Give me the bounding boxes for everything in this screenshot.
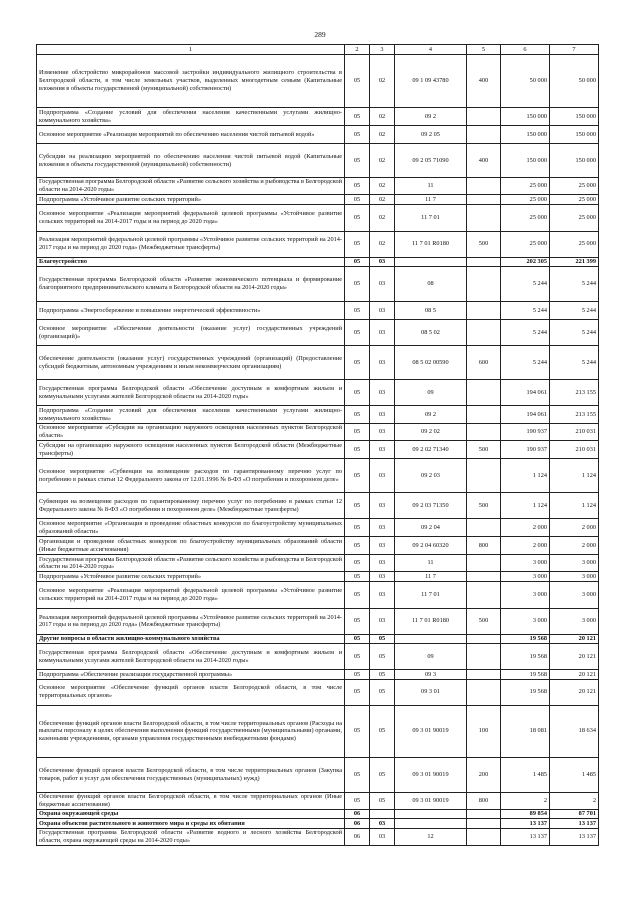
row-section-code: 05: [345, 459, 370, 493]
table-row: [37, 705, 599, 757]
row-amount-year2: 213 155: [550, 406, 599, 424]
row-amount-year1: 25 000: [501, 204, 550, 231]
table-row: [37, 55, 599, 108]
row-section-code: 05: [345, 406, 370, 424]
row-subsection-code: 03: [370, 441, 395, 459]
row-subsection-code: 02: [370, 178, 395, 195]
row-amount-year2: 1 124: [550, 459, 599, 493]
row-subsection-code: 03: [370, 537, 395, 555]
row-expense-type: [467, 828, 501, 845]
row-description: Основное мероприятие «Реализация мероприятий федеральной целевой программы «Устойчивое развитие сельских территорий на 2014-2017 годы и на период до 2020 года»: [37, 204, 345, 231]
table-row: [37, 537, 599, 555]
row-amount-year1: 25 000: [501, 231, 550, 257]
row-subsection-code: 03: [370, 493, 395, 519]
row-subsection-code: 02: [370, 108, 395, 126]
row-subsection-code: 03: [370, 459, 395, 493]
row-expense-type: [467, 406, 501, 424]
row-amount-year1: 2: [501, 792, 550, 809]
row-amount-year1: 5 244: [501, 320, 550, 346]
row-expense-type: [467, 126, 501, 144]
row-amount-year1: 13 137: [501, 828, 550, 845]
row-target-code: 08 5 02 00590: [395, 346, 467, 380]
row-expense-type: [467, 195, 501, 204]
row-subsection-code: 03: [370, 257, 395, 266]
row-subsection-code: 05: [370, 634, 395, 643]
row-amount-year1: 1 124: [501, 493, 550, 519]
row-section-code: 05: [345, 608, 370, 634]
row-description: Изменение облстройство микрорайонов массовой застройки индивидуального жилищного строительства в Белгородской области, в том числе земельных участков, выделенных многодетным семьям (Капитальные вложения в объекты государственной (муниципальной) собственности): [37, 55, 345, 108]
row-expense-type: 400: [467, 55, 501, 108]
row-target-code: 09 3 01: [395, 679, 467, 705]
row-amount-year1: 1 485: [501, 757, 550, 792]
row-amount-year1: 13 137: [501, 819, 550, 828]
row-target-code: [395, 634, 467, 643]
row-target-code: 09 3: [395, 670, 467, 679]
row-amount-year2: 25 000: [550, 231, 599, 257]
row-expense-type: [467, 555, 501, 572]
row-amount-year1: 3 000: [501, 555, 550, 572]
row-subsection-code: 03: [370, 320, 395, 346]
row-description: Реализация мероприятий федеральной целевой программы «Устойчивое развитие сельских территорий на 2014-2017 годы и на период до 2020 года» (Межбюджетные трансферты): [37, 608, 345, 634]
table-row: [37, 320, 599, 346]
table-row: [37, 792, 599, 809]
table-row: [37, 555, 599, 572]
row-subsection-code: 02: [370, 144, 395, 178]
row-description: Основное мероприятие «Субвенции на возмещение расходов по гарантированному перечню услуг по погребению в рамках статьи 12 Федерального закона от 12.01.1996 № 8-ФЗ «О погребении и похоронном деле»: [37, 459, 345, 493]
row-amount-year1: 5 244: [501, 302, 550, 320]
row-description: Охрана окружающей среды: [37, 809, 345, 818]
row-target-code: [395, 809, 467, 818]
row-expense-type: 500: [467, 493, 501, 519]
row-description: Обеспечение функций органов власти Белгородской области, в том числе территориальных органов (Иные бюджетные ассигнования): [37, 792, 345, 809]
row-expense-type: [467, 204, 501, 231]
row-expense-type: 500: [467, 608, 501, 634]
table-row: [37, 380, 599, 406]
row-description: Субвенция на возмещение расходов по гарантированному перечню услуг по погребению в рамках статьи 12 Федерального закона № 8-ФЗ «О погребении и похоронном деле» (Межбюджетные трансферты): [37, 493, 345, 519]
row-section-code: 06: [345, 819, 370, 828]
row-expense-type: [467, 424, 501, 441]
table-row: [37, 441, 599, 459]
row-expense-type: [467, 519, 501, 537]
row-amount-year1: 50 000: [501, 55, 550, 108]
row-subsection-code: 03: [370, 555, 395, 572]
row-amount-year1: 19 568: [501, 644, 550, 670]
section-row: [37, 819, 599, 828]
row-subsection-code: 03: [370, 572, 395, 581]
row-description: Подпрограмма «Устойчивое развитие сельских территорий»: [37, 572, 345, 581]
row-subsection-code: 03: [370, 380, 395, 406]
row-subsection-code: 02: [370, 231, 395, 257]
row-section-code: 05: [345, 55, 370, 108]
row-description: Благоустройство: [37, 257, 345, 266]
table-row: [37, 572, 599, 581]
row-amount-year2: 20 121: [550, 679, 599, 705]
table-row: [37, 178, 599, 195]
row-target-code: 09 2 02: [395, 424, 467, 441]
row-subsection-code: 03: [370, 519, 395, 537]
row-amount-year2: 150 000: [550, 144, 599, 178]
row-expense-type: [467, 634, 501, 643]
row-expense-type: [467, 257, 501, 266]
row-subsection-code: 05: [370, 792, 395, 809]
row-subsection-code: 02: [370, 55, 395, 108]
table-row: [37, 608, 599, 634]
row-amount-year2: 1 485: [550, 757, 599, 792]
row-description: Основное мероприятие «Организация и проведение областных конкурсов по благоустройству муниципальных образований области»: [37, 519, 345, 537]
row-subsection-code: 03: [370, 267, 395, 302]
row-description: Обеспечение функций органов власти Белгородской области, в том числе территориальных органов (Закупка товаров, работ и услуг для обеспечения государственных (муниципальных) нужд): [37, 757, 345, 792]
row-expense-type: [467, 644, 501, 670]
row-section-code: 05: [345, 178, 370, 195]
row-expense-type: 100: [467, 705, 501, 757]
row-amount-year1: 190 937: [501, 424, 550, 441]
row-target-code: 11 7: [395, 572, 467, 581]
table-body: [37, 55, 599, 846]
row-amount-year2: 213 155: [550, 380, 599, 406]
row-target-code: 11 7 01: [395, 204, 467, 231]
row-expense-type: [467, 679, 501, 705]
page-number: 289: [314, 30, 326, 39]
row-amount-year1: 2 000: [501, 537, 550, 555]
row-description: Основное мероприятие «Реализация мероприятий федеральной целевой программы «Устойчивое развитие сельских территорий на 2014-2017 годы и на период до 2020 года»: [37, 581, 345, 608]
column-header: 7: [550, 45, 599, 55]
row-target-code: 09 3 01 90019: [395, 705, 467, 757]
row-section-code: 05: [345, 257, 370, 266]
row-description: Подпрограмма «Устойчивое развитие сельских территорий»: [37, 195, 345, 204]
row-target-code: 08 5: [395, 302, 467, 320]
row-target-code: 09 2 03: [395, 459, 467, 493]
table-row: [37, 757, 599, 792]
row-amount-year1: 5 244: [501, 346, 550, 380]
table-row: [37, 346, 599, 380]
table-row: [37, 519, 599, 537]
row-subsection-code: 03: [370, 819, 395, 828]
row-section-code: 05: [345, 126, 370, 144]
row-expense-type: [467, 108, 501, 126]
row-target-code: 09 2: [395, 108, 467, 126]
row-target-code: 09 3 01 90019: [395, 792, 467, 809]
row-target-code: 11 7 01: [395, 581, 467, 608]
row-section-code: 06: [345, 809, 370, 818]
row-amount-year2: 5 244: [550, 346, 599, 380]
row-target-code: 08 5 02: [395, 320, 467, 346]
row-expense-type: [467, 572, 501, 581]
row-target-code: 09 2 05: [395, 126, 467, 144]
row-expense-type: [467, 302, 501, 320]
row-description: Основное мероприятие «Субсидии на организацию наружного освещения населенных пунктов Белгородской области»: [37, 424, 345, 441]
row-target-code: 11: [395, 178, 467, 195]
row-subsection-code: 03: [370, 406, 395, 424]
row-subsection-code: [370, 809, 395, 818]
row-expense-type: [467, 178, 501, 195]
row-subsection-code: 03: [370, 346, 395, 380]
row-description: Государственная программа Белгородской области «Обеспечение доступным и комфортным жильем и коммунальными услугами жителей Белгородской области на 2014-2020 годы»: [37, 380, 345, 406]
row-expense-type: 500: [467, 441, 501, 459]
row-target-code: 12: [395, 828, 467, 845]
row-subsection-code: 03: [370, 424, 395, 441]
row-amount-year2: 221 399: [550, 257, 599, 266]
table-row: [37, 302, 599, 320]
row-description: Государственная программа Белгородской области «Развитие водного и лесного хозяйства Белгородской области, охрана окружающей среды на 2014-2020 годы»: [37, 828, 345, 845]
row-section-code: 05: [345, 267, 370, 302]
row-amount-year2: 20 121: [550, 670, 599, 679]
row-amount-year2: 18 634: [550, 705, 599, 757]
table-row: [37, 424, 599, 441]
row-section-code: 05: [345, 204, 370, 231]
row-description: Подпрограмма «Энергосбережение и повышение энергетической эффективности»: [37, 302, 345, 320]
row-description: Основное мероприятие «Обеспечение деятельности (оказание услуг) государственных учреждений (организаций)»: [37, 320, 345, 346]
row-description: Обеспечение деятельности (оказание услуг) государственных учреждений (организаций) (Предоставление субсидий бюджетным, автономным учреждениям и иным некоммерческим организациям): [37, 346, 345, 380]
section-row: [37, 634, 599, 643]
row-subsection-code: 03: [370, 302, 395, 320]
row-amount-year2: 50 000: [550, 55, 599, 108]
section-row: [37, 809, 599, 818]
row-amount-year2: 2: [550, 792, 599, 809]
row-description: Другие вопросы в области жилищно-коммунального хозяйства: [37, 634, 345, 643]
row-section-code: 05: [345, 424, 370, 441]
table-row: [37, 828, 599, 845]
row-expense-type: [467, 320, 501, 346]
table-row: [37, 108, 599, 126]
row-expense-type: [467, 819, 501, 828]
row-amount-year2: 5 244: [550, 267, 599, 302]
row-amount-year1: 1 124: [501, 459, 550, 493]
row-description: Государственная программа Белгородской области «Обеспечение доступным и комфортным жильем и коммунальными услугами жителей Белгородской области на 2014-2020 годы»: [37, 644, 345, 670]
row-amount-year2: 25 000: [550, 178, 599, 195]
budget-table: [36, 44, 599, 846]
row-amount-year1: 150 000: [501, 108, 550, 126]
row-subsection-code: 05: [370, 670, 395, 679]
row-section-code: 05: [345, 644, 370, 670]
row-section-code: 05: [345, 634, 370, 643]
row-expense-type: [467, 581, 501, 608]
row-subsection-code: 05: [370, 679, 395, 705]
row-subsection-code: 05: [370, 757, 395, 792]
row-expense-type: 800: [467, 537, 501, 555]
row-expense-type: [467, 459, 501, 493]
row-target-code: 09 1 09 43780: [395, 55, 467, 108]
row-description: Основное мероприятие «Реализация мероприятий по обеспечению населения чистой питьевой водой»: [37, 126, 345, 144]
column-header: 1: [37, 45, 345, 55]
row-section-code: 05: [345, 537, 370, 555]
table-row: [37, 679, 599, 705]
table-row: [37, 670, 599, 679]
row-section-code: 05: [345, 581, 370, 608]
row-target-code: 09 2 04: [395, 519, 467, 537]
row-target-code: 09: [395, 380, 467, 406]
row-subsection-code: 03: [370, 608, 395, 634]
row-description: Государственная программа Белгородской области «Развитие сельского хозяйства и рыбоводства в Белгородской области на 2014-2020 годы»: [37, 178, 345, 195]
row-amount-year2: 20 121: [550, 644, 599, 670]
row-amount-year1: 194 061: [501, 406, 550, 424]
row-target-code: 09 2 02 71340: [395, 441, 467, 459]
row-amount-year1: 190 937: [501, 441, 550, 459]
row-expense-type: [467, 670, 501, 679]
row-subsection-code: 03: [370, 581, 395, 608]
row-amount-year2: 150 000: [550, 108, 599, 126]
row-target-code: 08: [395, 267, 467, 302]
table-row: [37, 459, 599, 493]
row-amount-year1: 3 000: [501, 608, 550, 634]
row-amount-year2: 25 000: [550, 195, 599, 204]
table-row: [37, 144, 599, 178]
row-amount-year2: 3 000: [550, 572, 599, 581]
row-amount-year1: 2 000: [501, 519, 550, 537]
row-section-code: 06: [345, 828, 370, 845]
row-section-code: 05: [345, 670, 370, 679]
row-amount-year2: 20 121: [550, 634, 599, 643]
row-section-code: 05: [345, 792, 370, 809]
table-row: [37, 231, 599, 257]
row-expense-type: [467, 809, 501, 818]
row-description: Подпрограмма «Создание условий для обеспечения населения качественными услугами жилищно-коммунального хозяйства»: [37, 406, 345, 424]
row-amount-year2: 210 031: [550, 424, 599, 441]
row-amount-year1: 19 568: [501, 634, 550, 643]
row-amount-year2: 1 124: [550, 493, 599, 519]
row-amount-year2: 13 137: [550, 819, 599, 828]
table-row: [37, 644, 599, 670]
row-section-code: 05: [345, 346, 370, 380]
row-amount-year1: 25 000: [501, 195, 550, 204]
row-expense-type: 500: [467, 231, 501, 257]
row-target-code: 09 2 05 71090: [395, 144, 467, 178]
row-section-code: 05: [345, 679, 370, 705]
column-header: 5: [467, 45, 501, 55]
column-header: 2: [345, 45, 370, 55]
row-target-code: 09 2: [395, 406, 467, 424]
row-target-code: 09 2 03 71350: [395, 493, 467, 519]
row-amount-year1: 19 568: [501, 670, 550, 679]
row-description: Подпрограмма «Создание условий для обеспечения населения качественными услугами жилищно-коммунального хозяйства»: [37, 108, 345, 126]
row-amount-year1: 3 000: [501, 581, 550, 608]
row-target-code: 09 2 04 60320: [395, 537, 467, 555]
row-section-code: 05: [345, 195, 370, 204]
row-section-code: 05: [345, 441, 370, 459]
row-subsection-code: 02: [370, 204, 395, 231]
row-subsection-code: 03: [370, 828, 395, 845]
row-description: Организация и проведение областных конкурсов по благоустройству муниципальных образований области (Иные бюджетные ассигнования): [37, 537, 345, 555]
row-amount-year2: 13 137: [550, 828, 599, 845]
row-amount-year2: 5 244: [550, 320, 599, 346]
row-section-code: 05: [345, 555, 370, 572]
table-row: [37, 195, 599, 204]
row-subsection-code: 05: [370, 644, 395, 670]
row-amount-year1: 194 061: [501, 380, 550, 406]
row-section-code: 05: [345, 320, 370, 346]
table-row: [37, 267, 599, 302]
row-expense-type: 200: [467, 757, 501, 792]
row-amount-year1: 18 081: [501, 705, 550, 757]
row-section-code: 05: [345, 757, 370, 792]
row-amount-year1: 5 244: [501, 267, 550, 302]
row-amount-year1: 19 568: [501, 679, 550, 705]
row-amount-year2: 2 000: [550, 537, 599, 555]
table-row: [37, 126, 599, 144]
column-header: 3: [370, 45, 395, 55]
row-expense-type: [467, 380, 501, 406]
row-description: Охрана объектов растительного и животного мира и среды их обитания: [37, 819, 345, 828]
row-subsection-code: 02: [370, 126, 395, 144]
row-amount-year2: 150 000: [550, 126, 599, 144]
table-row: [37, 204, 599, 231]
row-target-code: [395, 819, 467, 828]
column-header: 6: [501, 45, 550, 55]
row-amount-year1: 150 000: [501, 126, 550, 144]
row-amount-year2: 3 000: [550, 608, 599, 634]
row-amount-year1: 3 000: [501, 572, 550, 581]
row-amount-year2: 87 701: [550, 809, 599, 818]
row-amount-year1: 202 305: [501, 257, 550, 266]
table-row: [37, 406, 599, 424]
row-amount-year2: 210 031: [550, 441, 599, 459]
row-section-code: 05: [345, 519, 370, 537]
row-description: Обеспечение функций органов власти Белгородской области, в том числе территориальных органов (Расходы на выплаты персоналу в целях обеспечения выполнения функций государственными (муниципальными) органами, казенными учреждениями, органами управления государственными внебюджетными фондами): [37, 705, 345, 757]
row-expense-type: 400: [467, 144, 501, 178]
row-target-code: 11 7 01 R0180: [395, 608, 467, 634]
row-expense-type: 600: [467, 346, 501, 380]
row-section-code: 05: [345, 108, 370, 126]
row-target-code: 09: [395, 644, 467, 670]
row-expense-type: [467, 267, 501, 302]
row-section-code: 05: [345, 302, 370, 320]
row-target-code: 11 7 01 R0180: [395, 231, 467, 257]
row-section-code: 05: [345, 380, 370, 406]
row-subsection-code: 02: [370, 195, 395, 204]
row-amount-year1: 150 000: [501, 144, 550, 178]
row-amount-year1: 89 854: [501, 809, 550, 818]
row-description: Государственная программа Белгородской области «Развитие сельского хозяйства и рыбоводства в Белгородской области на 2014-2020 годы»: [37, 555, 345, 572]
table-header-row: [37, 45, 599, 55]
row-description: Субсидии на реализацию мероприятий по обеспечению населения чистой питьевой водой (Капитальные вложения в объекты государственной (муниципальной) собственности): [37, 144, 345, 178]
row-description: Основное мероприятие «Обеспечение функций органов власти Белгородской области, в том числе территориальных органов»: [37, 679, 345, 705]
row-section-code: 05: [345, 572, 370, 581]
row-section-code: 05: [345, 705, 370, 757]
row-amount-year2: 3 000: [550, 555, 599, 572]
row-amount-year2: 5 244: [550, 302, 599, 320]
row-target-code: 11 7: [395, 195, 467, 204]
row-target-code: 09 3 01 90019: [395, 757, 467, 792]
row-target-code: 11: [395, 555, 467, 572]
row-target-code: [395, 257, 467, 266]
column-header: 4: [395, 45, 467, 55]
row-description: Реализация мероприятий федеральной целевой программы «Устойчивое развитие сельских территорий на 2014-2017 годы и на период до 2020 года» (Межбюджетные трансферты): [37, 231, 345, 257]
table-row: [37, 581, 599, 608]
row-expense-type: 800: [467, 792, 501, 809]
row-section-code: 05: [345, 493, 370, 519]
section-row: [37, 257, 599, 266]
row-description: Субсидии на организацию наружного освещения населенных пунктов Белгородской области (Межбюджетные трансферты): [37, 441, 345, 459]
table-row: [37, 493, 599, 519]
row-amount-year1: 25 000: [501, 178, 550, 195]
row-section-code: 05: [345, 144, 370, 178]
row-section-code: 05: [345, 231, 370, 257]
row-description: Государственная программа Белгородской области «Развитие экономического потенциала и формирование благоприятного предпринимательского климата в Белгородской области на 2014-2020 годы»: [37, 267, 345, 302]
row-amount-year2: 2 000: [550, 519, 599, 537]
row-subsection-code: 05: [370, 705, 395, 757]
row-amount-year2: 3 000: [550, 581, 599, 608]
row-amount-year2: 25 000: [550, 204, 599, 231]
row-description: Подпрограмма «Обеспечение реализации государственной программы»: [37, 670, 345, 679]
